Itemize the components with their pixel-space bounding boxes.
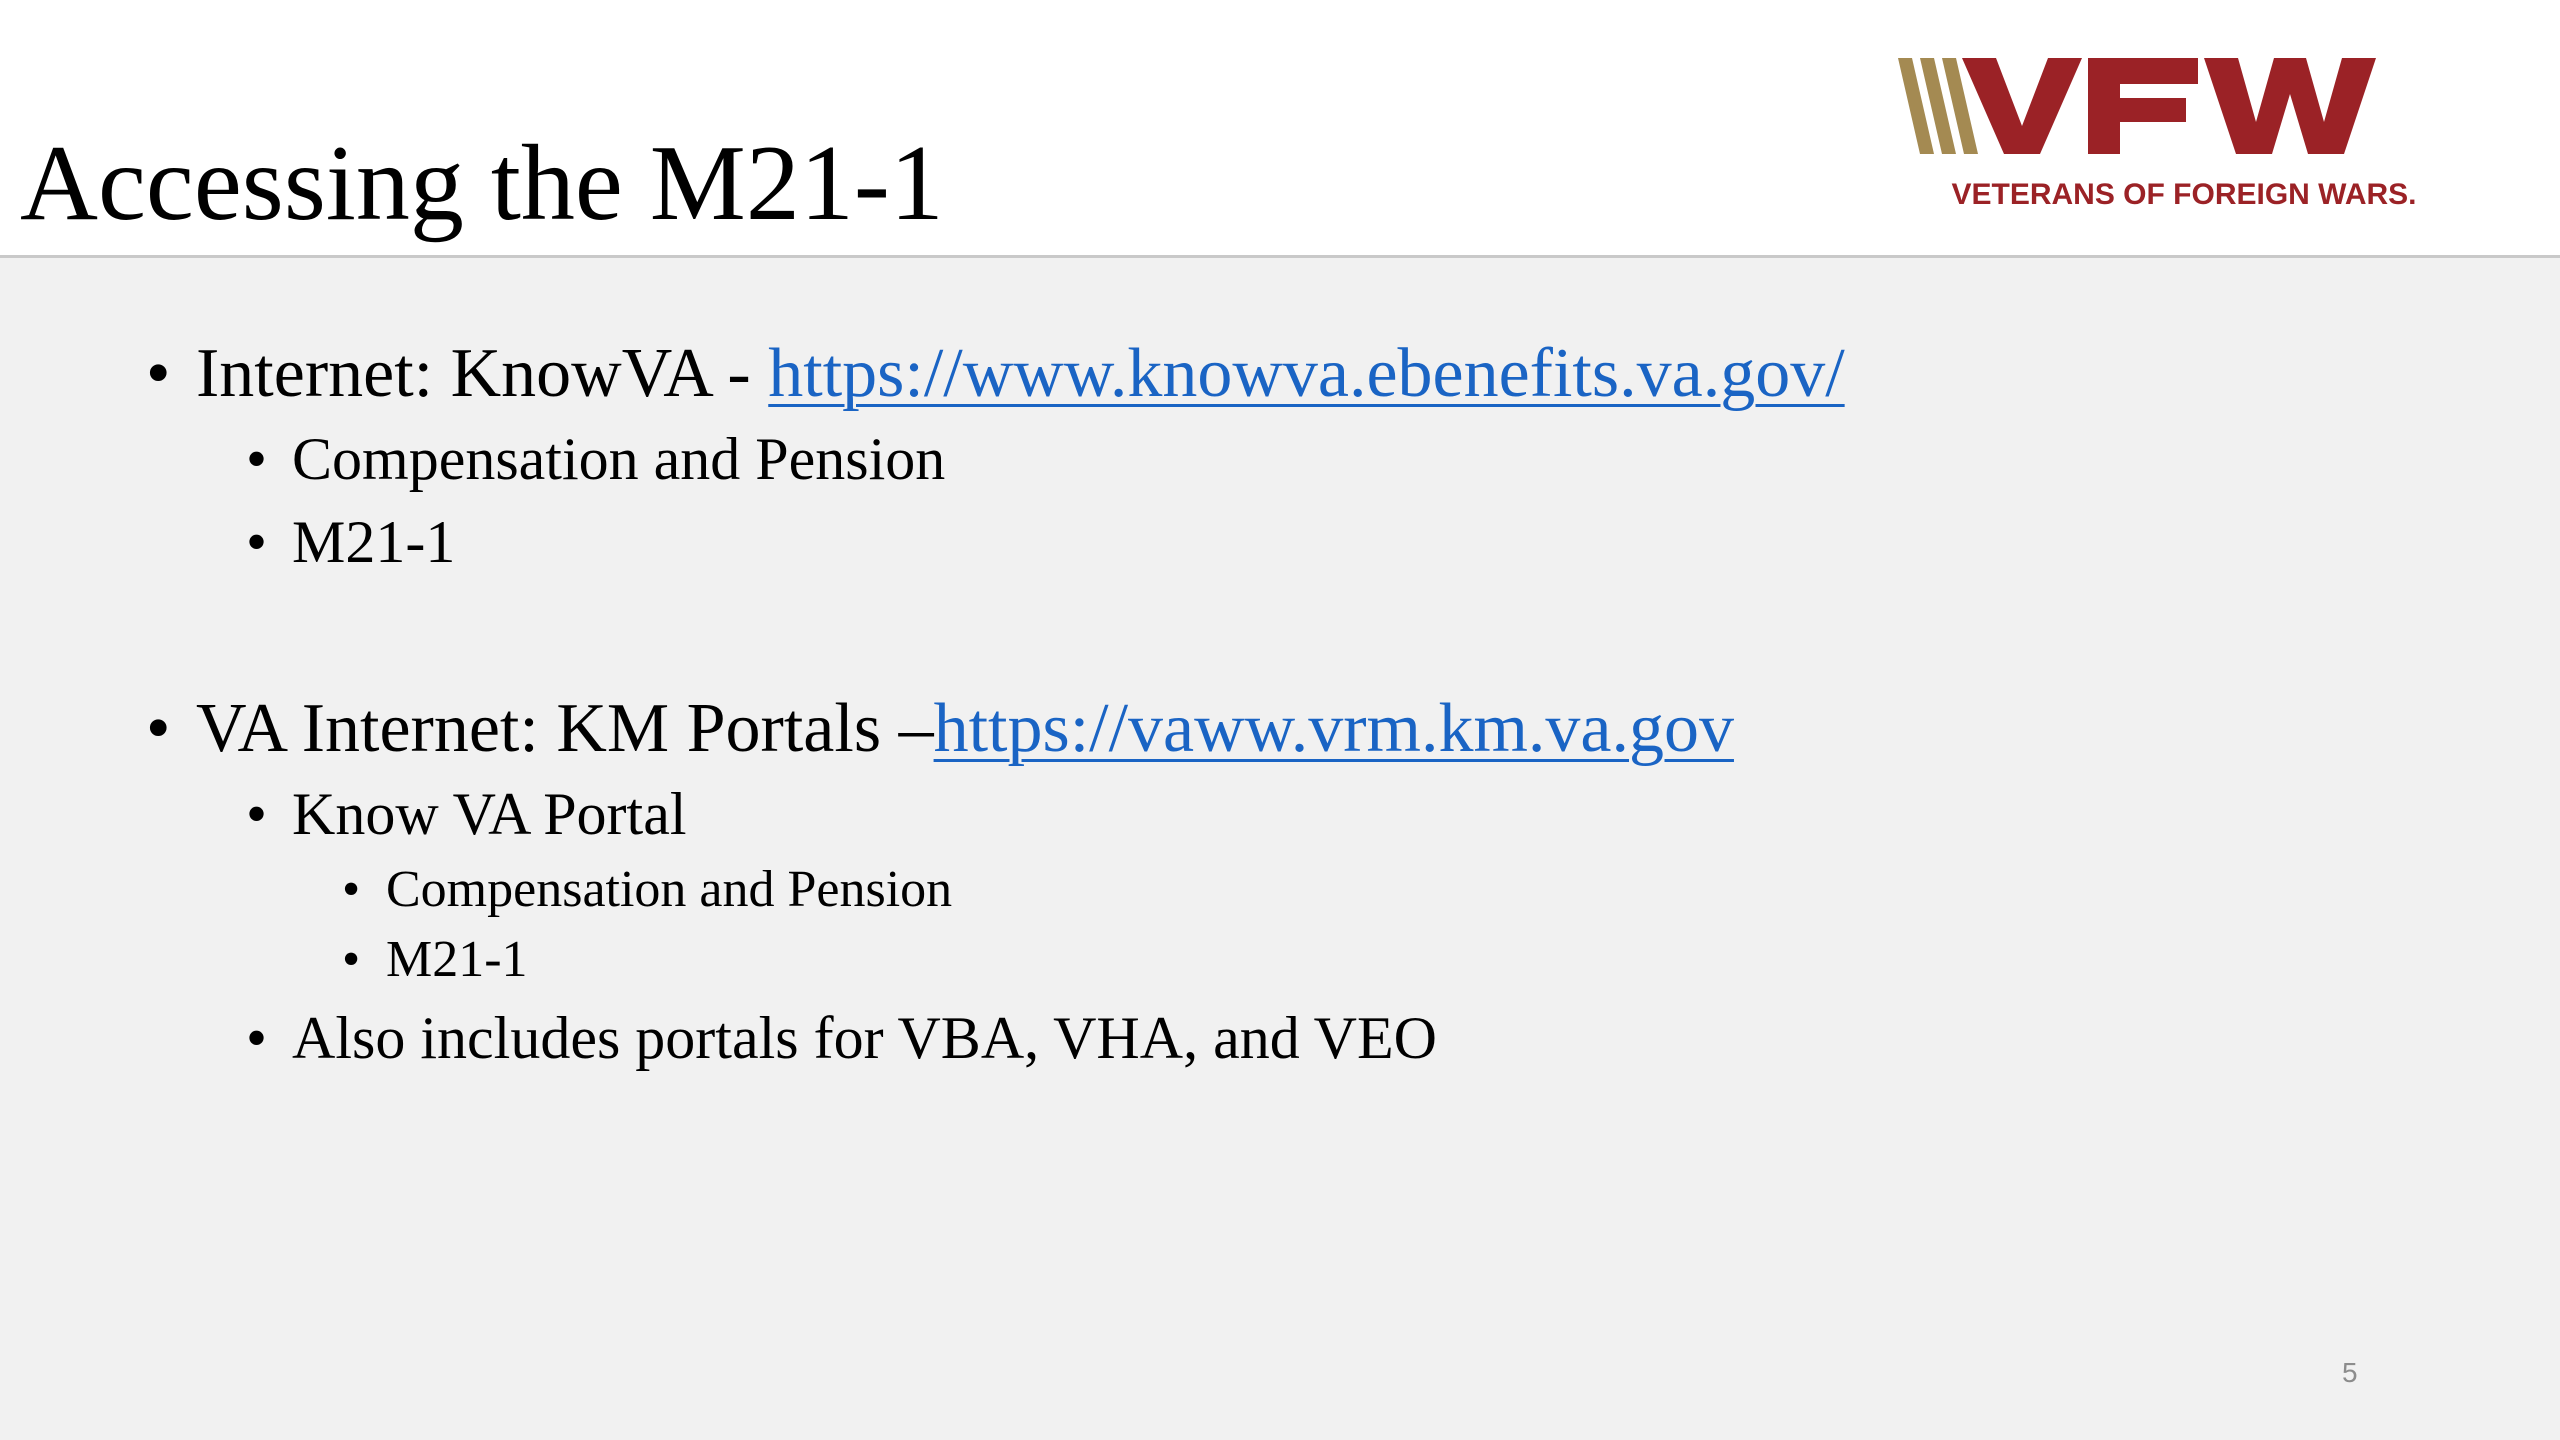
sub-bullet-text: Also includes portals for VBA, VHA, and VEO xyxy=(292,1005,1437,1071)
bullet-glyph: • xyxy=(246,426,268,492)
bullet-glyph: • xyxy=(342,861,361,918)
sub-sub-bullet-text: Compensation and Pension xyxy=(386,861,953,918)
svg-text:VETERANS OF FOREIGN WARS.: VETERANS OF FOREIGN WARS. xyxy=(1951,178,2417,211)
slide-header xyxy=(0,0,2560,258)
sub-bullet-text: Know VA Portal xyxy=(292,781,687,847)
sub-bullet-compensation-pension xyxy=(246,426,946,492)
sub-bullet-also-includes-portals xyxy=(246,1005,1437,1071)
bullet-knowva xyxy=(146,335,1845,412)
sub-bullet-text: M21-1 xyxy=(292,509,456,575)
km-portals-link[interactable]: https://vaww.vrm.km.va.gov xyxy=(933,690,1734,767)
bullet-glyph: • xyxy=(246,1005,268,1071)
sub-sub-bullet-compensation-pension xyxy=(342,861,953,918)
bullet-glyph: • xyxy=(146,335,171,412)
vfw-logo xyxy=(1898,54,2458,214)
bullet-km-portals xyxy=(146,690,1734,767)
bullet-glyph: • xyxy=(146,690,171,767)
bullet-knowva-text: Internet: KnowVA - xyxy=(196,335,769,412)
sub-sub-bullet-text: M21-1 xyxy=(386,931,528,988)
bullet-glyph: • xyxy=(246,781,268,847)
bullet-glyph: • xyxy=(342,931,361,988)
sub-bullet-m21-1 xyxy=(246,509,456,575)
sub-sub-bullet-m21-1 xyxy=(342,931,528,988)
bullet-km-portals-text: VA Internet: KM Portals – xyxy=(196,690,934,767)
bullet-glyph: • xyxy=(246,509,268,575)
knowva-link[interactable]: https://www.knowva.ebenefits.va.gov/ xyxy=(768,335,1845,412)
sub-bullet-know-va-portal xyxy=(246,781,687,847)
sub-bullet-text: Compensation and Pension xyxy=(292,426,946,492)
page-number: 5 xyxy=(2342,1357,2358,1388)
slide-body xyxy=(0,258,2560,1440)
slide-title: Accessing the M21-1 xyxy=(20,124,944,243)
